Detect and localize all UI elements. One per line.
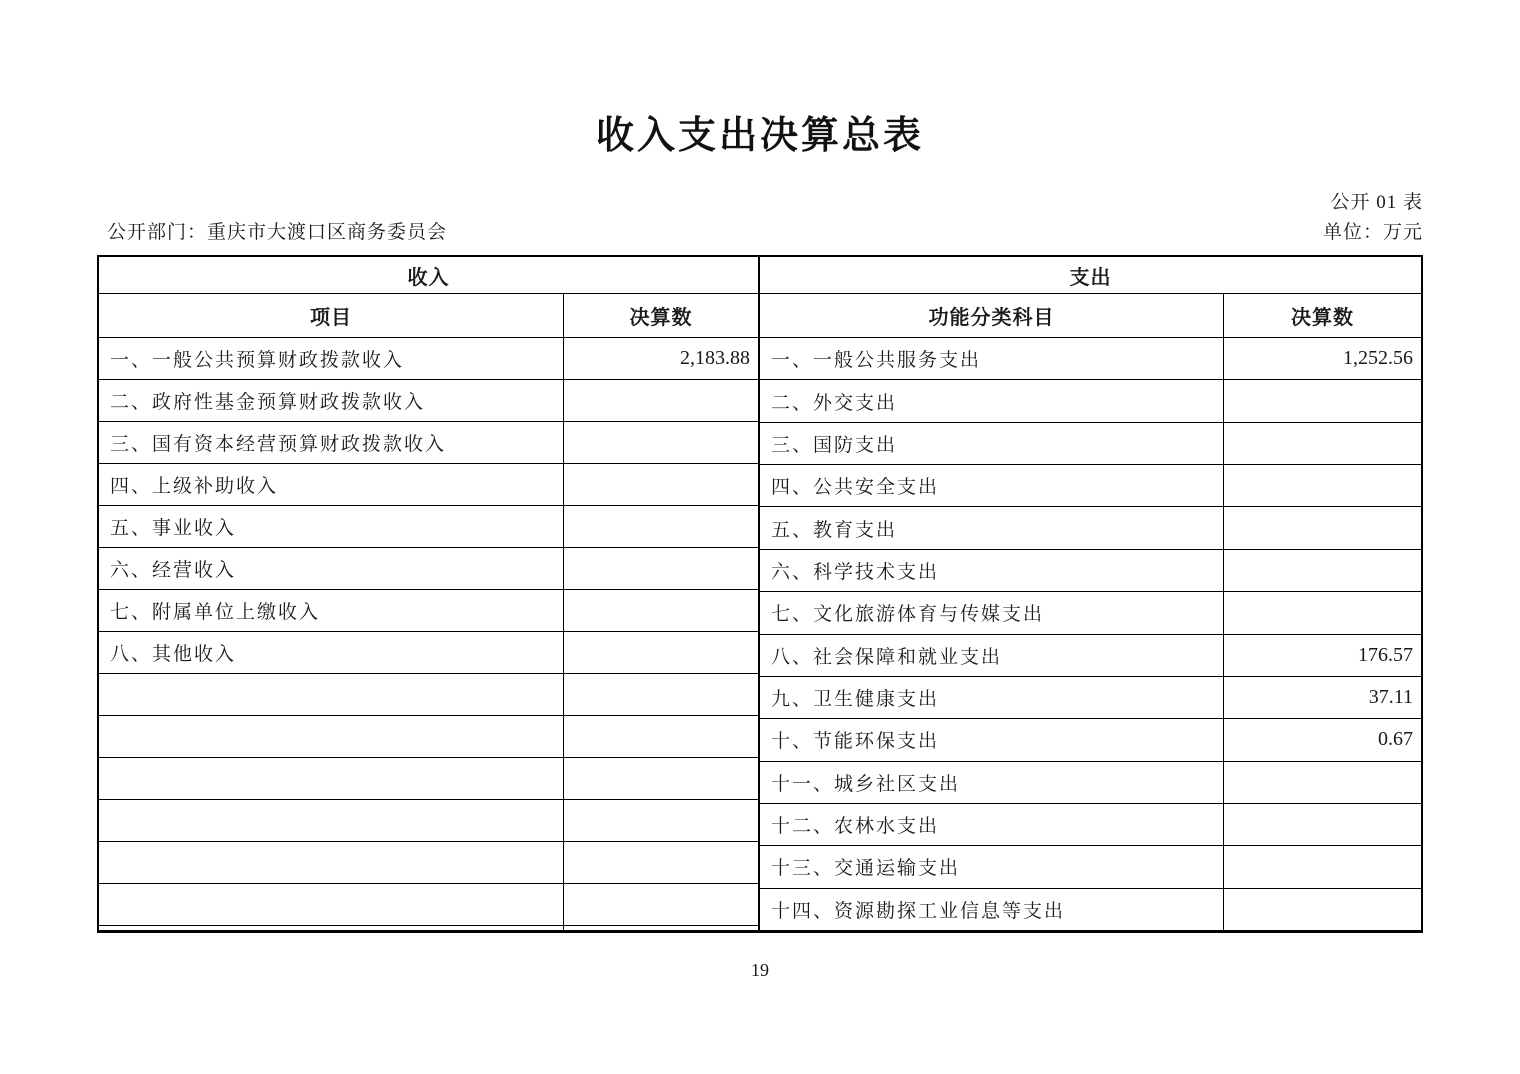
row-amount-value: 2,183.88: [680, 347, 750, 369]
page-number: 19: [751, 960, 769, 980]
row-amount-value: [564, 464, 758, 505]
table-row: [99, 716, 758, 758]
table-row: [99, 422, 758, 464]
income-section: [99, 257, 760, 930]
row-item-label: 五、教育支出: [760, 507, 1224, 548]
row-item-label: 九、卫生健康支出: [760, 677, 1224, 718]
row-amount-value: 176.57: [1358, 643, 1413, 666]
budget-summary-table: [97, 255, 1423, 933]
table-row-spacer: [99, 926, 758, 930]
row-item-label: 七、文化旅游体育与传媒支出: [760, 592, 1224, 633]
table-row: [760, 889, 1421, 930]
row-item-label: 十二、农林水支出: [760, 804, 1224, 845]
table-code: 公开 01 表: [1330, 192, 1423, 213]
table-row: [99, 758, 758, 800]
row-amount-value: [564, 380, 758, 421]
table-row: [99, 884, 758, 926]
expenditure-section: [760, 257, 1421, 930]
row-amount-value: [1224, 423, 1421, 464]
table-row: [99, 842, 758, 884]
table-row: [760, 635, 1421, 677]
row-item-label: 四、公共安全支出: [760, 465, 1224, 506]
row-item-label: 六、科学技术支出: [760, 550, 1224, 591]
table-row: [760, 380, 1421, 422]
row-amount-value: [564, 590, 758, 631]
row-amount-value: [564, 884, 758, 925]
row-item-label: 二、政府性基金预算财政拨款收入: [99, 380, 564, 421]
table-row: [99, 380, 758, 422]
expenditure-section-header: 支出: [760, 257, 1421, 294]
row-amount-value: 1,252.56: [1343, 347, 1413, 370]
row-amount-value: [1224, 465, 1421, 506]
row-item-label: [99, 674, 564, 715]
table-row: [760, 338, 1421, 380]
meta-row: [97, 222, 1423, 243]
row-amount-value: [564, 758, 758, 799]
row-amount-value: [564, 506, 758, 547]
table-row: [760, 677, 1421, 719]
row-item-label: 一、一般公共预算财政拨款收入: [99, 338, 564, 379]
table-row: [99, 548, 758, 590]
table-row: [760, 846, 1421, 888]
row-amount-value: [564, 548, 758, 589]
row-item-label: [99, 884, 564, 925]
row-item-label: 十四、资源勘探工业信息等支出: [760, 889, 1224, 930]
table-row: [99, 632, 758, 674]
row-item-label: 一、一般公共服务支出: [760, 338, 1224, 379]
table-row: [99, 674, 758, 716]
department-label: 公开部门：重庆市大渡口区商务委员会: [107, 222, 448, 243]
row-item-label: [99, 800, 564, 841]
expenditure-col-amount-header: 决算数: [1291, 307, 1354, 329]
row-item-label: 八、社会保障和就业支出: [760, 635, 1224, 676]
meta-area: [97, 192, 1423, 243]
row-amount-value: [1224, 889, 1421, 930]
row-item-label: 八、其他收入: [99, 632, 564, 673]
row-item-label: 十一、城乡社区支出: [760, 762, 1224, 803]
row-amount-value: [1224, 507, 1421, 548]
row-amount-value: [1224, 380, 1421, 421]
row-amount-value: [564, 842, 758, 883]
table-row: [99, 506, 758, 548]
expenditure-col-item-header: 功能分类科目: [760, 294, 1224, 337]
income-col-item-header: 项目: [99, 294, 564, 337]
row-amount-value: [1224, 550, 1421, 591]
row-amount-value: 0.67: [1378, 728, 1413, 751]
row-item-label: [99, 926, 564, 930]
expenditure-rows: [760, 338, 1421, 930]
table-row: [760, 762, 1421, 804]
row-item-label: 六、经营收入: [99, 548, 564, 589]
table-row: [760, 465, 1421, 507]
row-amount-value: [564, 632, 758, 673]
row-item-label: [99, 716, 564, 757]
row-amount-value: [564, 800, 758, 841]
unit-label: 单位：万元: [1322, 222, 1423, 243]
row-item-label: 十、节能环保支出: [760, 719, 1224, 760]
row-amount-value: [1224, 592, 1421, 633]
row-amount-value: [564, 422, 758, 463]
table-row: [760, 592, 1421, 634]
income-columns-header: [99, 294, 758, 338]
row-amount-value: 37.11: [1368, 686, 1413, 709]
table-row: [99, 338, 758, 380]
row-item-label: 四、上级补助收入: [99, 464, 564, 505]
row-item-label: 十三、交通运输支出: [760, 846, 1224, 887]
row-item-label: 二、外交支出: [760, 380, 1224, 421]
table-row: [99, 590, 758, 632]
table-row: [760, 550, 1421, 592]
table-row: [99, 464, 758, 506]
row-item-label: 七、附属单位上缴收入: [99, 590, 564, 631]
row-item-label: 五、事业收入: [99, 506, 564, 547]
row-amount-value: [564, 674, 758, 715]
row-amount-value: [1224, 846, 1421, 887]
table-row: [99, 800, 758, 842]
row-amount-value: [564, 926, 758, 930]
row-item-label: 三、国防支出: [760, 423, 1224, 464]
table-row: [760, 719, 1421, 761]
table-row: [760, 804, 1421, 846]
row-amount-value: [1224, 762, 1421, 803]
row-amount-value: [1224, 804, 1421, 845]
income-col-amount-header: 决算数: [629, 307, 693, 329]
row-item-label: [99, 842, 564, 883]
income-rows: [99, 338, 758, 930]
expenditure-columns-header: [760, 294, 1421, 338]
row-item-label: 三、国有资本经营预算财政拨款收入: [99, 422, 564, 463]
income-section-header: 收入: [99, 257, 758, 294]
page-title: 收入支出决算总表: [595, 115, 924, 157]
row-item-label: [99, 758, 564, 799]
row-amount-value: [564, 716, 758, 757]
table-row: [760, 423, 1421, 465]
table-row: [760, 507, 1421, 549]
